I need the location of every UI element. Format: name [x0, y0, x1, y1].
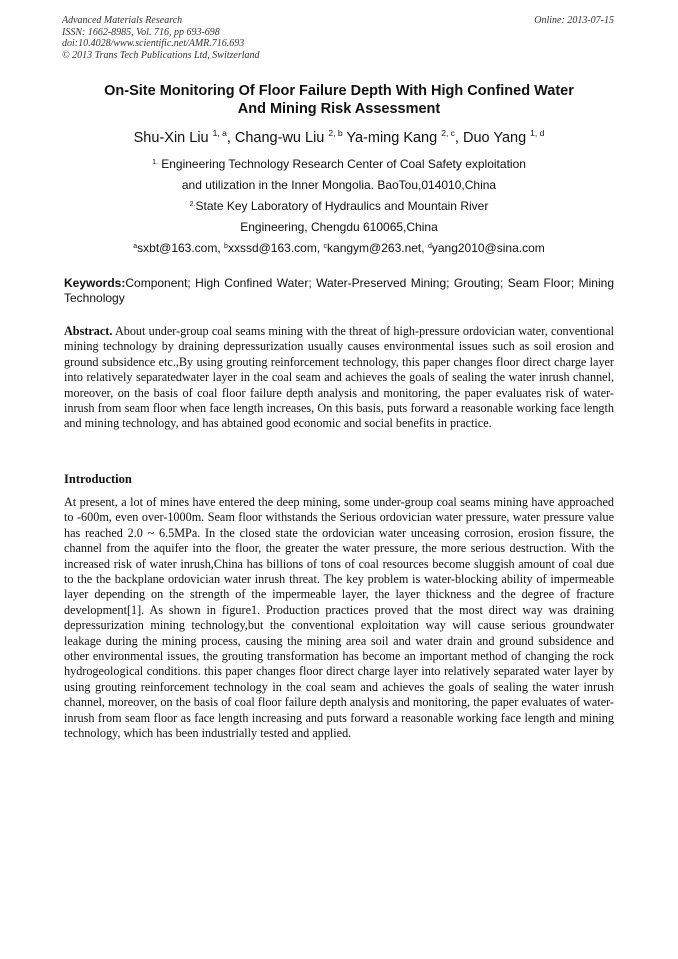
affiliation-2-line-2: Engineering, Chengdu 610065,China	[240, 220, 438, 234]
affiliation-mark: 1.	[152, 159, 158, 166]
author-name: Duo Yang	[462, 130, 527, 146]
affiliation-1-line-1	[64, 157, 614, 171]
abstract-block	[64, 324, 614, 432]
email-address: xxssd@163.com,	[227, 241, 321, 255]
author-name: Chang-wu Liu	[234, 130, 325, 146]
email-address: yang2010@sina.com	[431, 241, 545, 255]
email-mark: b	[224, 243, 228, 250]
paper-title	[64, 82, 614, 118]
introduction-text: At present, a lot of mines have entered the deep mining, some under-group coal seams mining have approached to -600m, even over-1000m. Seam floor withstands the Serious ordovician water pressure, water pressure value has reached 2.0 ~ 6.5MPa. In the closed state the ordovician water unceasing corrosion, erosion fissure, the channel from the aquifer into the floor, the greater the water pressure, the more serious destruction. With the increased risk of water inrush,China has billions of tons of coal resources become sluggish amount of coal due to the the backplane ordovician water inrush threat. The key problem is water-blocking ability of impermeable layer depending on the strength of the impermeable layer, the layer thickness and the degree of fracture development[1]. As shown in figure1. Production practices proved that the most direct way was draining depressurization mining technology,but the conventional exploitation way will cause serious groundwater leakage during the mining process, causing the mining area soil and water drain and ground subsidence and other environmental issues, the grouting transformation has become an important method of changing the rock hydrogeological conditions. this paper changes floor direct charge layer into relatively separated water layer by using grouting reinforcement technology in the coal seam and achieves the goals of sealing the water inrush channel, moreover, on the basis of coal floor failure depth analysis and monitoring, the paper evaluates of water-inrush from seam floor as face length increasing and puts forward a reasonable working face length and mining technology, which has been industrially tested and applied.	[64, 495, 614, 741]
affiliation-text: State Key Laboratory of Hydraulics and Mountain River	[195, 199, 489, 213]
title-line-2: And Mining Risk Assessment	[237, 101, 441, 117]
email-list	[64, 241, 614, 255]
introduction-heading: Introduction	[64, 472, 132, 486]
abstract-label: Abstract.	[64, 324, 113, 338]
affiliation-mark: 2.	[189, 201, 196, 208]
keywords-block	[64, 276, 614, 306]
copyright-line: © 2013 Trans Tech Publications Ltd, Switzerland	[62, 49, 260, 61]
online-date: Online: 2013-07-15	[534, 15, 614, 26]
email-address: sxbt@163.com,	[137, 241, 221, 255]
email-mark: a	[133, 243, 138, 250]
abstract-text: About under-group coal seams mining with the threat of high-pressure ordovician water, conventional mining technology by draining depressurization usually causes environmental issues such as soil erosion and ground subsidence etc.,By using grouting reinforcement technology, this paper changes floor direct charge layer into relatively separatedwater layer in the coal seam and achieves the goals of sealing the water inrush channel, moreover, on the basis of coal floor failure depth analysis and monitoring, the paper evaluates risk of water-inrush from seam floor when face length increases, On this basis, puts forward a reasonable working face length and mining technology, and has abtained good economic and social benefits in practice.	[64, 324, 614, 431]
author-affiliation-mark: 1, a	[212, 128, 227, 138]
author-affiliation-mark: 1, d	[530, 128, 545, 138]
author-separator: ,	[454, 130, 463, 146]
affiliation-1-line-2: and utilization in the Inner Mongolia. BaoTou,014010,China	[181, 178, 497, 192]
affiliation-2-line-1	[64, 199, 614, 213]
email-mark: c	[323, 243, 328, 250]
issn-line: ISSN: 1662-8985, Vol. 716, pp 693-698	[62, 26, 220, 38]
email-address: kangym@263.net,	[327, 241, 425, 255]
author-list	[64, 128, 614, 148]
author-name: Shu-Xin Liu	[133, 130, 209, 146]
email-mark: d	[427, 243, 432, 250]
journal-name: Advanced Materials Research	[62, 15, 183, 26]
author-name: Ya-ming Kang	[346, 130, 438, 146]
journal-header	[62, 15, 260, 61]
doi-line: doi:10.4028/www.scientific.net/AMR.716.693	[62, 38, 245, 49]
title-line-1: On-Site Monitoring Of Floor Failure Depth With High Confined Water	[104, 83, 574, 99]
keywords-text: Component; High Confined Water; Water-Preserved Mining; Grouting; Seam Floor; Mining Technology	[64, 276, 614, 305]
author-affiliation-mark: 2, c	[441, 128, 455, 138]
author-separator: ,	[226, 130, 235, 146]
affiliation-text: Engineering Technology Research Center of Coal Safety exploitation	[157, 157, 526, 171]
keywords-label: Keywords:	[64, 276, 126, 290]
author-affiliation-mark: 2, b	[328, 128, 343, 138]
